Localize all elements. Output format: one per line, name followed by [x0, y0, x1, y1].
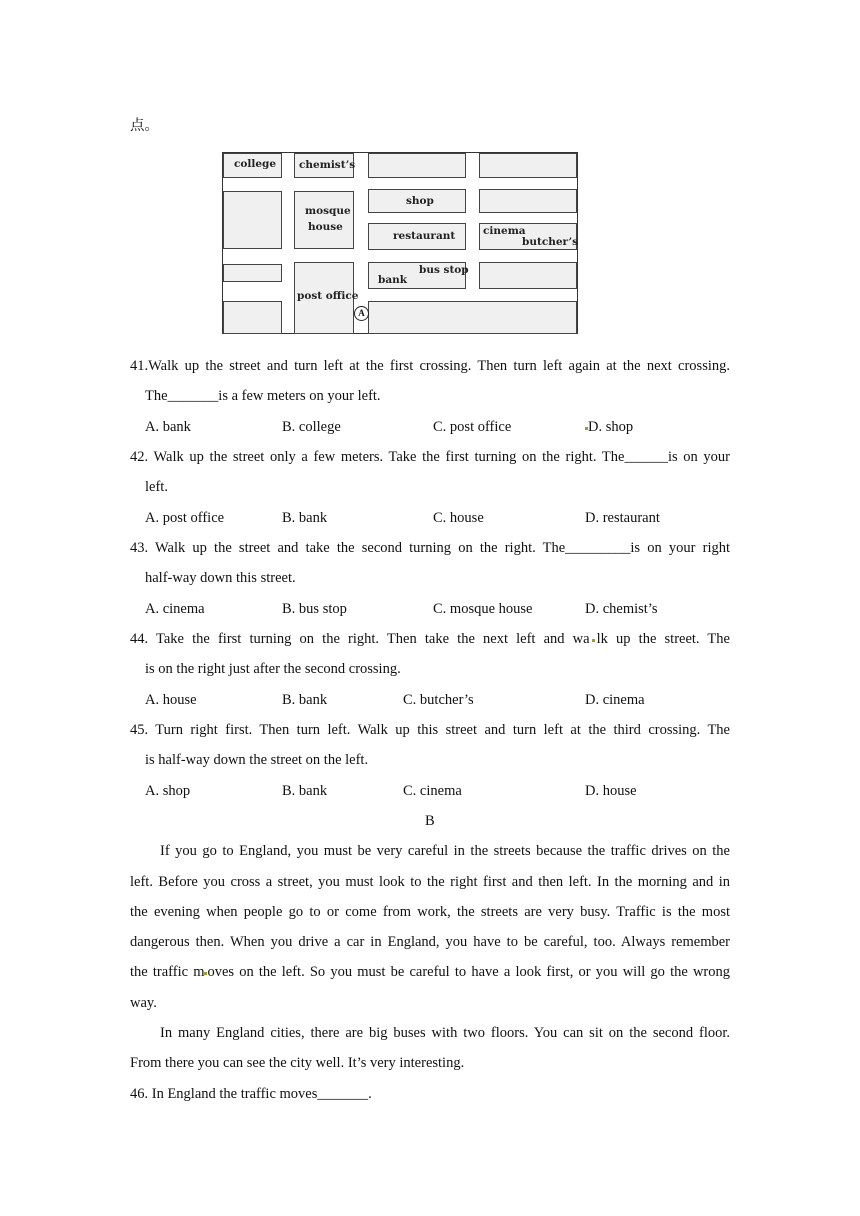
block-empty-4 — [479, 189, 577, 213]
label-bus-stop: bus stop — [419, 264, 469, 276]
q43-option-a: A. cinema — [145, 601, 205, 617]
q44-option-c: C. butcher’s — [403, 692, 474, 708]
q43-line2: half-way down this street. — [145, 570, 296, 586]
q43-option-c: C. mosque house — [433, 601, 533, 617]
passage-p2-line1: In many England cities, there are big buses with two floors. You can sit on the second floor. — [160, 1025, 730, 1041]
q41-option-c: C. post office — [433, 419, 512, 435]
q42-option-b: B. bank — [282, 510, 328, 526]
block-mosque-house — [294, 191, 354, 249]
q41-option-a: A. bank — [145, 419, 191, 435]
block-empty-2 — [479, 153, 577, 178]
q45-option-b: B. bank — [282, 783, 328, 799]
label-college: college — [234, 158, 277, 170]
label-post-office: post office — [297, 290, 359, 302]
q42-line2: left. — [145, 479, 168, 495]
block-empty-3 — [223, 191, 282, 249]
q42-line1: 42. Walk up the street only a few meters. Take the first turning on the right. The______is on your — [130, 449, 730, 465]
stray-dot — [592, 639, 595, 642]
q46-text: 46. In England the traffic moves_______. — [130, 1086, 372, 1102]
passage-p1-line3: the evening when people go to or come from work, the streets are very busy. Traffic is the most — [130, 904, 730, 920]
passage-p1-line4: dangerous then. When you drive a car in England, you have to be careful, too. Always remember — [130, 934, 730, 950]
q45-option-c: C. cinema — [403, 783, 462, 799]
passage-p1-line1: If you go to England, you must be very careful in the streets because the traffic drives on the — [160, 843, 730, 859]
q45-option-a: A. shop — [145, 783, 191, 799]
label-bank: bank — [378, 274, 408, 286]
q42-option-c: C. house — [433, 510, 484, 526]
q41-option-b: B. college — [282, 419, 341, 435]
fragment-text: 点。 — [130, 118, 159, 134]
passage-p1-line6: way. — [130, 995, 157, 1011]
label-shop: shop — [406, 195, 434, 207]
label-house: house — [308, 221, 343, 233]
q41-option-d: D. shop — [585, 419, 633, 436]
label-chemists: chemist’s — [299, 159, 356, 171]
q45-line1: 45. Turn right first. Then turn left. Walk up this street and turn left at the third crossing. The — [130, 722, 730, 738]
label-butchers: butcher’s — [522, 236, 579, 248]
q44-line2: is on the right just after the second crossing. — [145, 661, 401, 677]
street-map — [222, 152, 578, 334]
q41-line2: The_______is a few meters on your left. — [145, 388, 381, 404]
q42-option-a: A. post office — [145, 510, 225, 526]
q42-option-d: D. restaurant — [585, 510, 660, 526]
section-heading-b: B — [425, 813, 435, 829]
q43-line1: 43. Walk up the street and take the second turning on the right. The_________is on your right — [130, 540, 730, 556]
block-empty-8 — [368, 301, 577, 334]
block-empty-5 — [223, 264, 282, 282]
q44-option-d: D. cinema — [585, 692, 645, 708]
start-point-a: A — [354, 306, 369, 321]
q43-option-b: B. bus stop — [282, 601, 347, 617]
q44-line1: 44. Take the first turning on the right. Then take the next left and wa lk up the street. The — [130, 631, 730, 647]
label-mosque: mosque — [305, 205, 351, 217]
q44-option-a: A. house — [145, 692, 197, 708]
label-restaurant: restaurant — [393, 230, 456, 242]
q43-option-d: D. chemist’s — [585, 601, 658, 617]
block-empty-7 — [223, 301, 282, 334]
passage-p1-line5: the traffic m oves on the left. So you must be careful to have a look first, or you will go the wrong — [130, 964, 730, 980]
block-empty-1 — [368, 153, 466, 178]
block-empty-6 — [479, 262, 577, 289]
q41-line1: 41.Walk up the street and turn left at the first crossing. Then turn left again at the next crossing. — [130, 358, 730, 374]
q44-option-b: B. bank — [282, 692, 328, 708]
label-cinema: cinema — [483, 225, 526, 237]
passage-p2-line2: From there you can see the city well. It’s very interesting. — [130, 1055, 465, 1071]
passage-p1-line2: left. Before you cross a street, you must look to the right first and then left. In the morning and in — [130, 874, 730, 890]
q45-option-d: D. house — [585, 783, 637, 799]
q45-line2: is half-way down the street on the left. — [145, 752, 369, 768]
